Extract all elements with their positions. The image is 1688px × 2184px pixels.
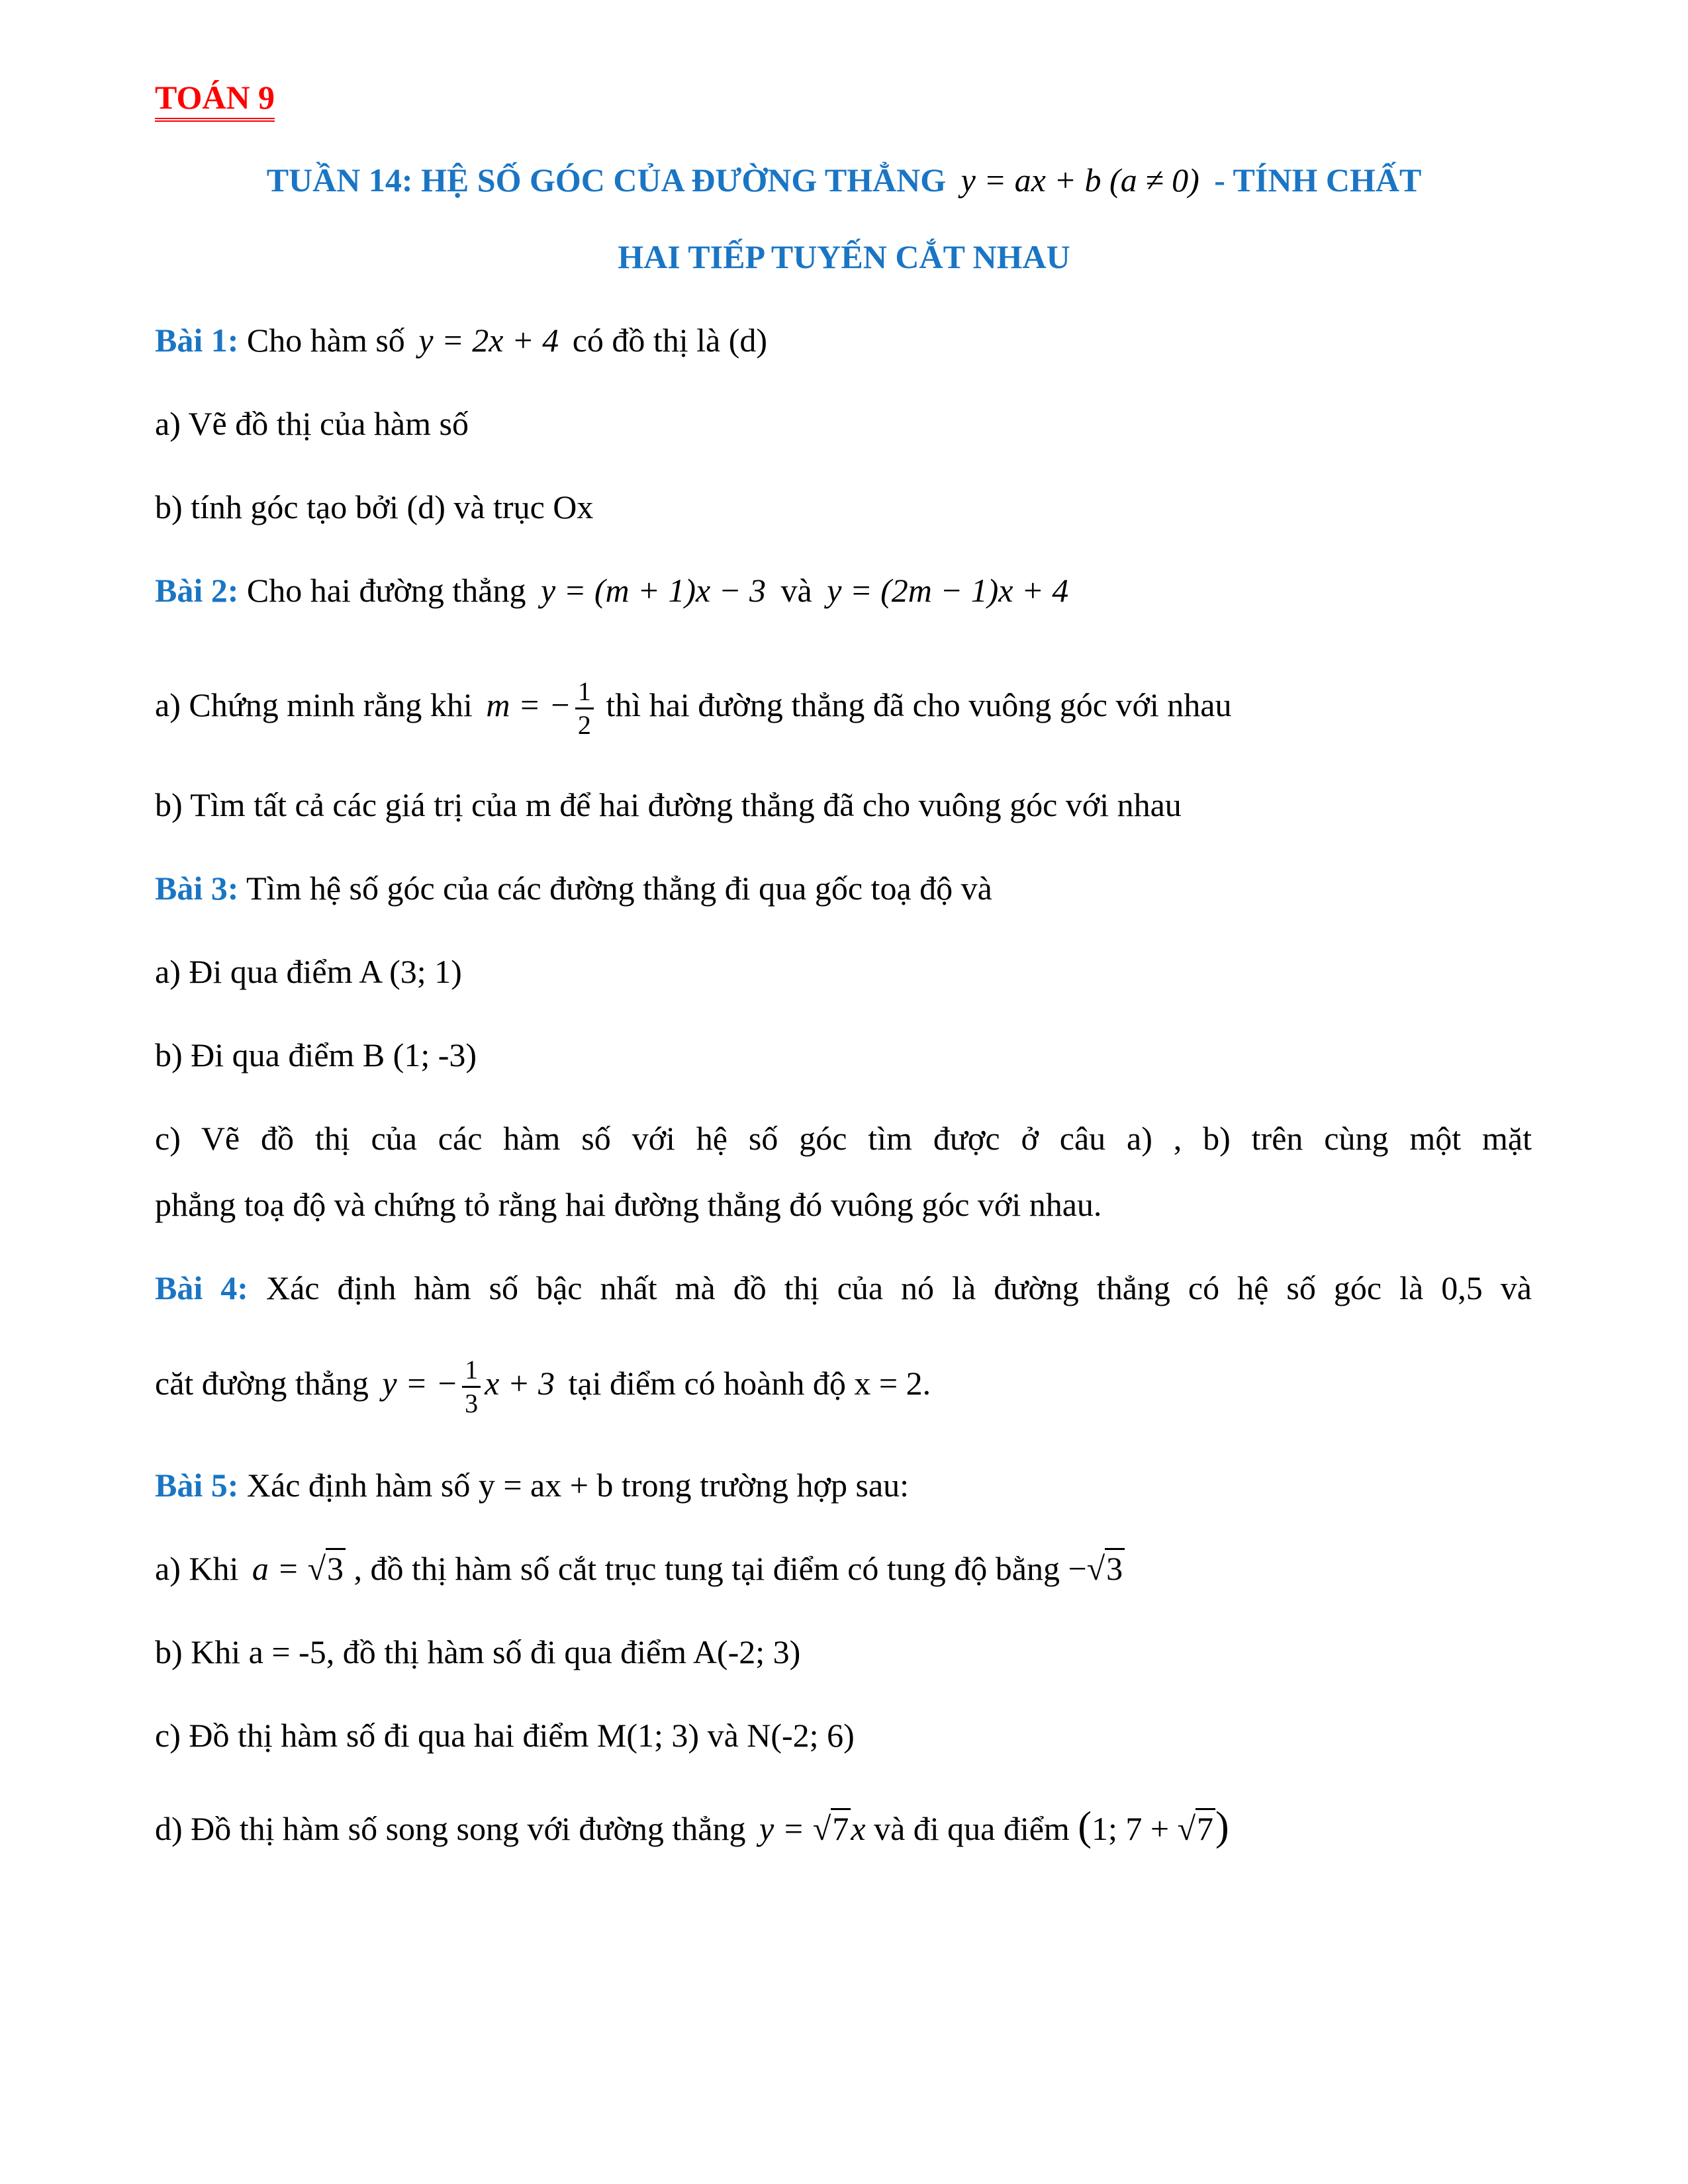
bai1-b: b) tính góc tạo bởi (d) và trục Ox — [155, 488, 594, 525]
fraction-numerator: 1 — [462, 1357, 481, 1388]
bai2-formula-1: y = (m + 1)x − 3 — [540, 572, 766, 609]
bai3-a: a) Đi qua điểm A (3; 1) — [155, 953, 462, 990]
bai3-b: b) Đi qua điểm B (1; -3) — [155, 1036, 477, 1073]
sqrt-3-negative: √3 — [1087, 1548, 1125, 1587]
bai5-d-pre: d) Đồ thị hàm số song song với đường thẳng — [155, 1810, 746, 1847]
page-title-line-1 — [0, 160, 1688, 200]
bai2-a-pre: a) Chứng minh rằng khi — [155, 686, 473, 723]
bai1-intro — [155, 320, 767, 360]
bai3-label: Bài 3: — [155, 870, 239, 907]
bai1-intro-pre: Cho hàm số — [246, 322, 405, 359]
bai2-formula-2: y = (2m − 1)x + 4 — [827, 572, 1069, 609]
bai4-formula-rhs: x + 3 — [485, 1365, 555, 1402]
sqrt-7-point: √7 — [1178, 1808, 1215, 1847]
subject-heading: TOÁN 9 — [155, 78, 275, 122]
bai5-a-pre: a) Khi — [155, 1550, 239, 1587]
bai2-a — [155, 668, 1232, 741]
title-text: TUẦN 14: HỆ SỐ GÓC CỦA ĐƯỜNG THẲNG — [266, 161, 947, 199]
title-formula: y = ax + b (a ≠ 0) — [961, 161, 1199, 199]
bai2-a-lhs: m = − — [486, 686, 571, 723]
bai5-d — [155, 1800, 1229, 1853]
point-coordinates: 1; 7 + — [1091, 1810, 1170, 1847]
bai2-and: và — [780, 572, 812, 609]
bai3-intro-text: Tìm hệ số góc của các đường thẳng đi qua gốc toạ độ và — [246, 870, 992, 907]
bai5-d-x: x — [851, 1810, 866, 1847]
bai1-a: a) Vẽ đồ thị của hàm số — [155, 405, 469, 442]
bai5-d-lhs: y = — [759, 1810, 805, 1847]
bai4-formula-lhs: y = − — [382, 1365, 459, 1402]
bai3-c-line-2: phẳng toạ độ và chứng tỏ rằng hai đường thẳng đó vuông góc với nhau. — [155, 1186, 1102, 1223]
bai2-label: Bài 2: — [155, 572, 239, 609]
bai4-label: Bài 4: — [155, 1269, 248, 1306]
sqrt-3: √3 — [308, 1548, 346, 1587]
fraction-numerator: 1 — [575, 678, 594, 709]
bai4-line-1-text: Xác định hàm số bậc nhất mà đồ thị của nó là đường thẳng có hệ số góc là 0,5 và — [265, 1269, 1532, 1306]
bai5-c: c) Đồ thị hàm số đi qua hai điểm M(1; 3) và N(-2; 6) — [155, 1717, 855, 1754]
point-open-paren: ( — [1078, 1804, 1092, 1849]
bai2-a-fraction — [575, 678, 594, 739]
fraction-denominator: 3 — [465, 1388, 479, 1419]
bai4-fraction — [462, 1357, 481, 1417]
bai4-line-2 — [155, 1343, 931, 1423]
bai5-intro-text: Xác định hàm số y = ax + b trong trường hợp sau: — [246, 1467, 910, 1504]
bai1-intro-post: có đồ thị là (d) — [572, 322, 768, 359]
bai5-a — [155, 1549, 1125, 1588]
bai1-formula: y = 2x + 4 — [418, 322, 559, 359]
bai4-line-2-pre: căt đường thẳng — [155, 1365, 369, 1402]
fraction-denominator: 2 — [577, 710, 591, 741]
bai5-label: Bài 5: — [155, 1467, 239, 1504]
bai2-intro — [155, 570, 1075, 610]
title-tail: - TÍNH CHẤT — [1214, 161, 1422, 199]
bai1-label: Bài 1: — [155, 322, 239, 359]
bai4-line-2-post: tại điểm có hoành độ x = 2. — [568, 1365, 931, 1402]
bai2-b: b) Tìm tất cả các giá trị của m để hai đường thẳng đã cho vuông góc với nhau — [155, 786, 1182, 823]
bai4-line-1 — [155, 1268, 1532, 1308]
bai5-d-mid: và đi qua điểm — [874, 1810, 1070, 1847]
bai5-b: b) Khi a = -5, đồ thị hàm số đi qua điểm A(-2; 3) — [155, 1633, 801, 1670]
bai5-intro — [155, 1465, 909, 1505]
bai5-a-neg: − — [1068, 1550, 1087, 1587]
bai3-intro — [155, 868, 992, 908]
bai5-a-mid: , đồ thị hàm số cắt trục tung tại điểm có tung độ bằng — [353, 1550, 1060, 1587]
sqrt-7: √7 — [813, 1808, 851, 1847]
bai2-intro-pre: Cho hai đường thẳng — [246, 572, 526, 609]
bai3-c-line-1: c) Vẽ đồ thị của các hàm số với hệ số góc tìm được ở câu a) , b) trên cùng một mặt — [155, 1120, 1532, 1157]
point-close-paren: ) — [1215, 1804, 1229, 1849]
bai2-a-post: thì hai đường thẳng đã cho vuông góc với nhau — [606, 686, 1232, 723]
page-title-line-2: HAI TIẾP TUYẾN CẮT NHAU — [618, 238, 1070, 275]
bai5-a-lhs: a = — [252, 1550, 300, 1587]
